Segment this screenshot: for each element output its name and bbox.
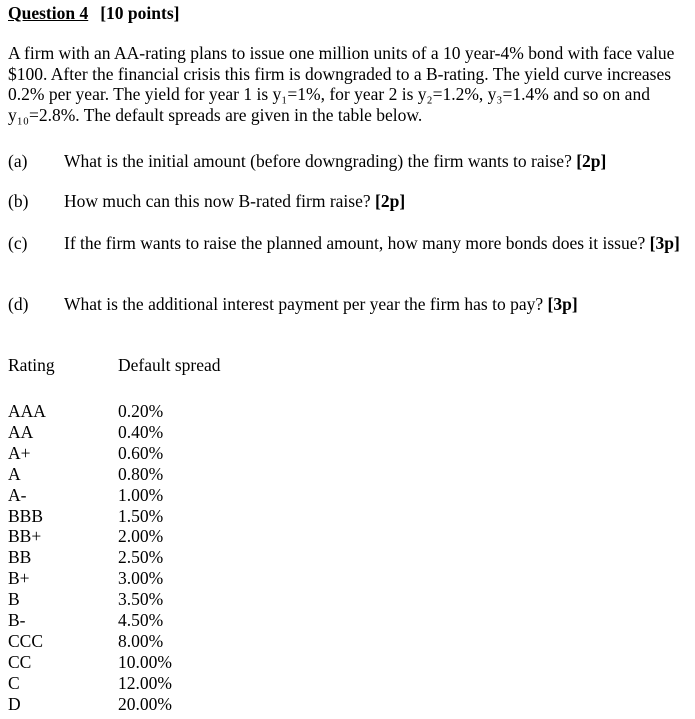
question-points: [10 points] <box>100 3 180 23</box>
spread-cell: 2.50% <box>118 547 164 568</box>
question-label: (a) <box>8 151 28 171</box>
column-header-rating: Rating <box>8 355 55 375</box>
question-points: [2p] <box>375 191 406 211</box>
rating-cell: A- <box>8 484 27 505</box>
problem-statement: A firm with an AA-rating plans to issue one million units of a 10 year-4% bond with face value $100. After the financial crisis this firm is downgraded to a B-rating. The yield curve increases 0.2% per year. The yield for year 1 is y₁=1%, for year 2 is y₂=1.2%, y₃=1.4% and so on and y₁₀=2.8%. The default spreads are given in the table below. <box>8 43 675 125</box>
rating-cell: A <box>8 463 21 484</box>
spread-cell: 0.20% <box>118 401 164 421</box>
rating-cell: B- <box>8 610 26 630</box>
question-label: (b) <box>8 191 29 211</box>
question-points: [3p] <box>547 294 578 314</box>
rating-cell: B+ <box>8 568 30 589</box>
rating-cell: D <box>8 693 21 714</box>
rating-cell: B <box>8 589 20 610</box>
question-points: [2p] <box>576 151 607 171</box>
spread-cell: 1.50% <box>118 505 164 526</box>
question-points: [3p] <box>649 233 680 253</box>
question-label: (d) <box>8 294 29 314</box>
question-text: What is the initial amount (before downgrading) the firm wants to raise? [2p] <box>64 151 607 171</box>
rating-cell: AA <box>8 421 34 442</box>
spread-cell: 12.00% <box>118 672 172 693</box>
spread-cell: 4.50% <box>118 610 164 630</box>
spread-cell: 20.00% <box>118 693 172 714</box>
question-text: If the firm wants to raise the planned amount, how many more bonds does it issue? [3p] <box>64 233 680 253</box>
column-header-spread: Default spread <box>118 355 221 375</box>
rating-cell: C <box>8 672 20 693</box>
question-text: What is the additional interest payment per year the firm has to pay? [3p] <box>64 294 578 314</box>
spread-cell: 1.00% <box>118 484 164 505</box>
spread-cell: 3.00% <box>118 568 164 589</box>
rating-cell: BB <box>8 547 32 568</box>
spread-cell: 8.00% <box>118 630 164 651</box>
rating-cell: BB+ <box>8 526 42 547</box>
rating-cell: BBB <box>8 505 44 526</box>
question-label: (c) <box>8 233 28 253</box>
rating-cell: A+ <box>8 442 31 463</box>
spread-cell: 3.50% <box>118 589 164 610</box>
question-number: Question 4 <box>8 3 89 23</box>
spread-cell: 0.40% <box>118 421 164 442</box>
spread-cell: 0.80% <box>118 463 164 484</box>
question-heading <box>8 3 179 24</box>
rating-cell: AAA <box>8 401 46 421</box>
spread-cell: 0.60% <box>118 442 164 463</box>
rating-cell: CCC <box>8 630 44 651</box>
spread-cell: 10.00% <box>118 651 172 672</box>
question-text: How much can this now B-rated firm raise? [2p] <box>64 191 406 211</box>
spread-cell: 2.00% <box>118 526 164 547</box>
rating-cell: CC <box>8 651 32 672</box>
